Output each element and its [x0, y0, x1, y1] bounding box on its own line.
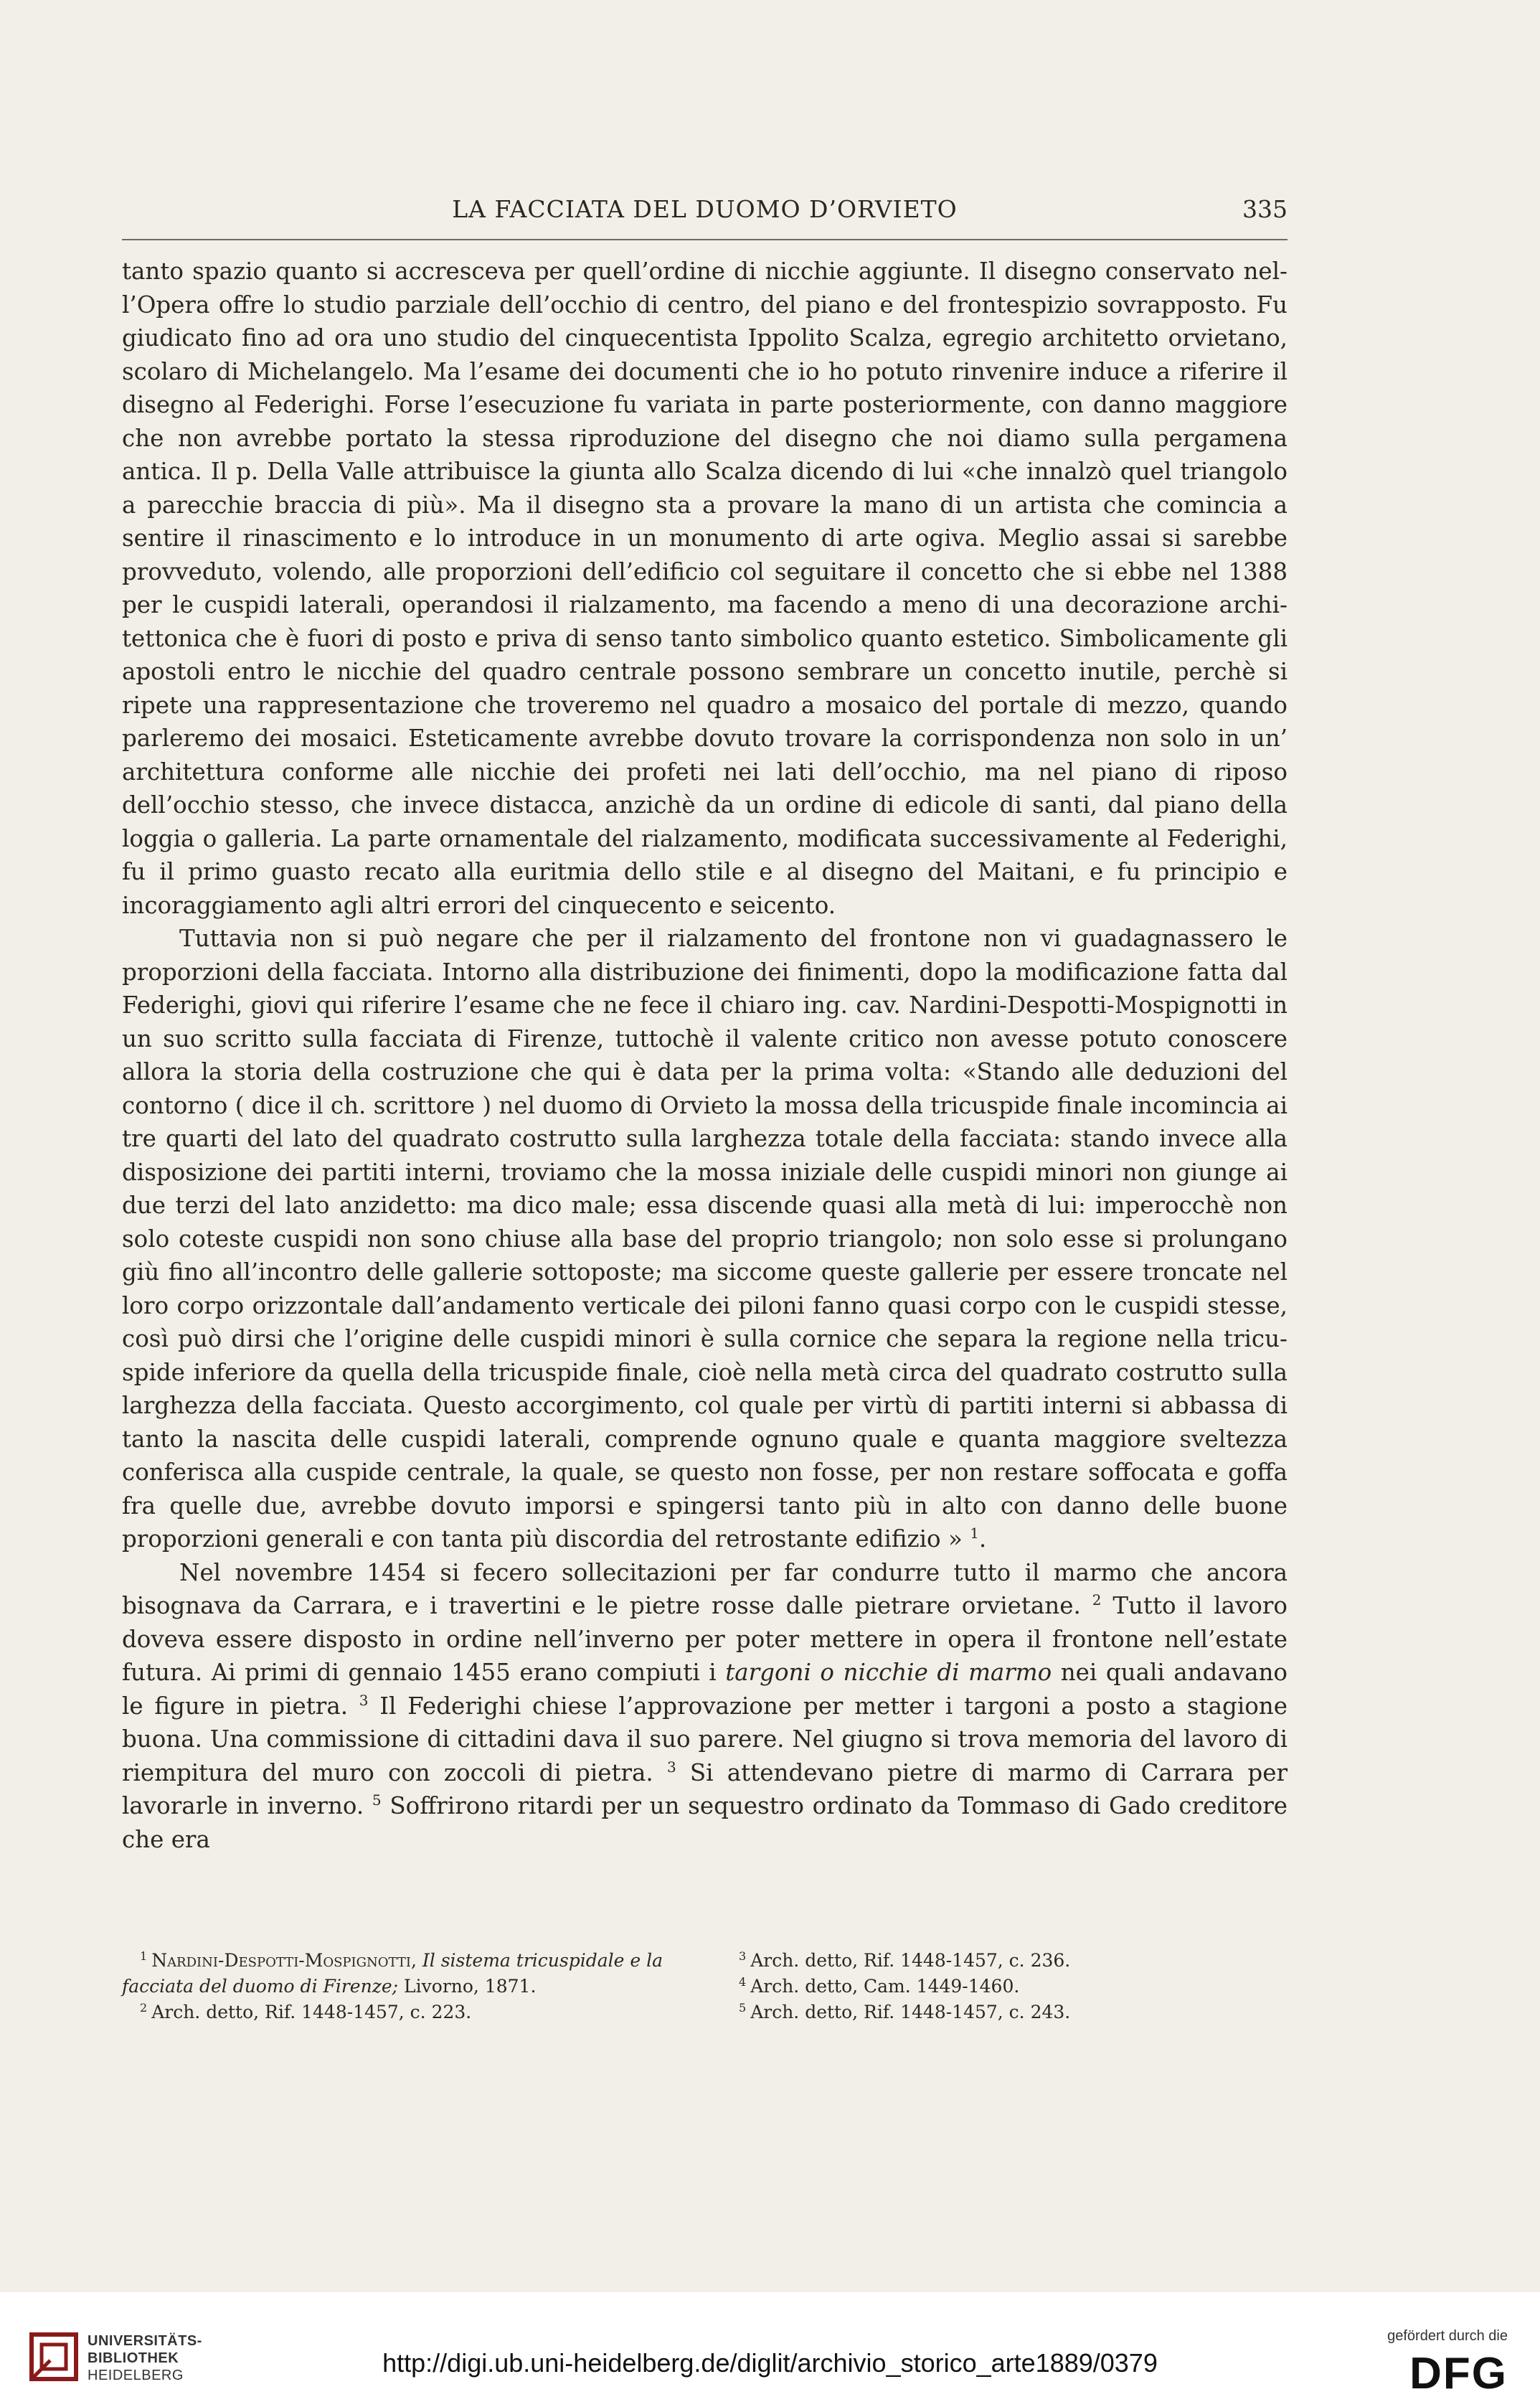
paragraph-3-part-c: nei quali andavano le figure in pietra. [122, 1659, 1288, 1720]
paragraph-3-part-a: Nel novembre 1454 si fecero sollecitazioni per far condurre tutto il marmo che ancora bisognava da Carrara, e i travertini e le pietre rosse dalle pietrare orvietane. [122, 1558, 1288, 1619]
paragraph-1: tanto spazio quanto si accresceva per quell’ordine di nicchie aggiunte. Il disegno conservato nell’Opera offre lo studio parziale dell’occhio di centro, del piano e del frontespizio sovrapposto. Fu giudicato fino ad ora uno studio del cinquecentista Ippolito Scalza, egregio architetto orvietano, scolaro di Michelangelo. Ma l’esame dei documenti che io ho potuto rinvenire induce a riferire il disegno al Federighi. Forse l’esecuzione fu variata in parte posteriormente, con danno maggiore che non avrebbe portato la stessa riproduzione del disegno che noi diamo sulla pergamena antica. Il p. Della Valle attribuisce la giunta allo Scalza dicendo di lui «che innalzò quel triangolo a parecchie braccia di più». Ma il disegno sta a provare la mano di un artista che comincia a sentire il rinascimento e lo introduce in un monumento di arte ogiva. Meglio assai si sarebbe provveduto, volendo, alle proporzioni dell’edificio col seguitare il concetto che si ebbe nel 1388 per le cuspidi laterali, operandosi il rialzamento, ma facendo a meno di una decorazione architettonica che è fuori di posto e priva di senso tanto simbolico quanto estetico. Simbolicamente gli apostoli entro le nicchie del quadro centrale possono sembrare un concetto inutile, perchè si ripete una rappresentazione che troveremo nel quadro a mosaico del portale di mezzo, quando parleremo dei mosaici. Esteticamente avrebbe dovuto trovare la corrispondenza non solo in un’ architettura conforme alle nicchie dei profeti nei lati dell’occhio, ma nel piano di riposo dell’occhio stesso, che invece distacca, anzichè da un ordine di edicole di santi, dal piano della loggia o galleria. La parte ornamentale del rialzamento, modificata successivamente al Federighi, fu il primo guasto recato alla euritmia dello stile e al disegno del Maitani, e fu principio e incoraggiamento agli altri errori del cinquecento e seicento. [122, 258, 1288, 919]
funder-caption: gefördert durch die [1387, 2328, 1508, 2344]
dfg-logo: DFG [1409, 2349, 1508, 2398]
footnote-2-text: Arch. detto, Rif. 1448-1457, c. 223. [151, 2002, 472, 2022]
paragraph-2-text: Tuttavia non si può negare che per il rialzamento del frontone non vi guadagnassero le proporzioni della facciata. Intorno alla distribuzione dei finimenti, dopo la modificazione fatta dal Federighi, giovi qui riferire l’esame che ne fece il chiaro ing. cav. Nardini-Despotti-Mospignotti in un suo scritto sulla facciata di Firenze, tuttochè il valente critico non avesse potuto conoscere allora la storia della costruzione che qui è data per la prima volta: «Stando alle deduzioni del contorno ( dice il ch. scrittore ) nel duomo di Orvieto la mossa della tricuspide finale incomincia ai tre quarti del lato del quadrato costrutto sulla larghezza totale della facciata: stando invece alla disposizione dei partiti interni, troviamo che la mossa iniziale delle cuspidi minori non giunge ai due terzi del lato anzidetto: ma dico male; essa discende quasi alla metà di lui: imperocchè non solo coteste cuspidi non sono chiuse alla base del proprio triangolo; non solo esse si prolungano giù fino all’incontro delle gallerie sottoposte; ma siccome queste gallerie per essere troncate nel loro corpo orizzontale dall’andamento verticale dei piloni fanno quasi corpo con le cuspidi stesse, così può dirsi che l’origine delle cuspidi minori è sulla cornice che separa la regione nella tricuspide inferiore da quella della tricuspide finale, cioè nella metà circa del quadrato costrutto sulla larghezza della facciata. Questo accorgimento, col quale per virtù di partiti interni si abbassa di tanto la nascita delle cuspidi laterali, comprende ognuno quale e quanta maggiore sveltezza conferisca alla cuspide centrale, la quale, se questo non fosse, per non restare soffocata e goffa fra quelle due, avrebbe dovuto imporsi e spingersi tanto più in alto con danno delle buone proporzioni generali e con tanta più discordia del retrostante edifizio » [122, 925, 1288, 1553]
footnote-5 [739, 1999, 1241, 2025]
footnote-5-text: Arch. detto, Rif. 1448-1457, c. 243. [750, 2002, 1071, 2022]
paragraph-3-part-b: Tutto il lavoro doveva essere disposto in ordine nell’inverno per poter mettere in opera il frontone nell’estate futura. Ai primi di gennaio 1455 erano compiuti i [122, 1592, 1288, 1686]
footnotes-right-column [739, 1948, 1241, 2025]
footnote-2 [122, 1999, 667, 2025]
paragraph-3 [122, 1556, 1288, 1857]
running-title: LA FACCIATA DEL DUOMO D’ORVIETO [452, 195, 958, 223]
paragraph-3-part-d: Il Federighi chiese l’approvazione per metter i targoni a posto a stagione buona. Una commissione di cittadini dava il suo parere. Nel giugno si trova memoria del lavoro di riempitura del muro con zoccoli di pietra. [122, 1692, 1288, 1786]
footnote-4-mark: 4 [739, 1974, 747, 1989]
footnote-4 [739, 1974, 1241, 1999]
page-header [122, 194, 1288, 230]
footnote-1-mark: 1 [140, 1949, 148, 1963]
footnote-1-place: Livorno, 1871. [404, 1976, 537, 1997]
library-name-line-1: UNIVERSITÄTS- [88, 2333, 202, 2349]
footnote-ref-3: 3 [359, 1691, 369, 1709]
header-rule [122, 239, 1288, 240]
footnote-5-mark: 5 [739, 2000, 747, 2015]
footnote-3-mark: 3 [739, 1949, 747, 1963]
page-number: 335 [1242, 195, 1288, 223]
paragraph-3-part-e: Si attendevano pietre di marmo di Carrara per lavorarle in inverno. [122, 1758, 1288, 1819]
footnote-ref-5: 5 [372, 1791, 382, 1809]
footnotes [122, 1948, 1288, 2048]
footnote-ref-1: 1 [970, 1525, 979, 1542]
library-name-line-3: HEIDELBERG [88, 2368, 184, 2383]
body-text [122, 255, 1288, 1856]
footnote-ref-3b: 3 [666, 1758, 676, 1776]
footnote-2-mark: 2 [140, 2000, 148, 2015]
footnote-1 [122, 1948, 667, 1999]
footnote-ref-2: 2 [1092, 1591, 1102, 1609]
paragraph-3-part-f: Soffrirono ritardi per un sequestro ordinato da Tommaso di Gado creditore che era [122, 1792, 1288, 1853]
footnote-1-author: Nardini-Despotti-Mospignotti, [151, 1950, 417, 1971]
paragraph-2: Tuttavia non si può negare che per il rialzamento del frontone non vi guadagnassero le proporzioni della facciata. Intorno alla distribuzione dei finimenti, dopo la modificazione fatta dal Federighi, giovi qui riferire l’esame che ne fece il chiaro ing. cav. Nardini-Despotti-Mospignotti in un suo scritto sulla facciata di Firenze, tuttochè il valente critico non avesse potuto conoscere allora la storia della costruzione che qui è data per la prima volta: «Stando alle deduzioni del contorno ( dice il ch. scrittore ) nel duomo di Orvieto la mossa della tricuspide finale incomincia ai tre quarti del lato del quadrato costrutto sulla larghezza totale della facciata: stando invece alla disposizione dei partiti interni, troviamo che la mossa iniziale delle cuspidi minori non giunge ai due terzi del lato anzidetto: ma dico male; essa discende quasi alla metà di lui: imperocchè non solo coteste cuspidi non sono chiuse alla base del proprio triangolo; non solo esse si prolungano giù fino all’incontro delle gallerie sottoposte; ma siccome queste gallerie per essere troncate nel loro corpo orizzontale dall’andamento verticale dei piloni fanno quasi corpo con le cuspidi stesse, così può dirsi che l’origine delle cuspidi minori è sulla cornice che separa la regione nella tricuspide inferiore da quella della tricuspide finale, cioè nella metà circa del quadrato costrutto sulla larghezza della facciata. Questo accorgimento, col quale per virtù di partiti interni si abbassa di tanto la nascita delle cuspidi laterali, comprende ognuno quale e quanta maggiore sveltezza conferisca alla cuspide centrale, la quale, se questo non fosse, per non restare soffocata e goffa fra quelle due, avrebbe dovuto imporsi e spingersi tanto più in alto con danno delle buone proporzioni generali e con tanta più discordia del retrostante edifizio » $^1$. [122, 925, 1288, 1553]
footnote-4-text: Arch. detto, Cam. 1449-1460. [750, 1976, 1020, 1997]
footnote-3-text: Arch. detto, Rif. 1448-1457, c. 236. [750, 1950, 1071, 1971]
italic-term: targoni o nicchie di marmo [725, 1659, 1052, 1686]
viewer-footer [0, 2292, 1540, 2407]
permalink-url[interactable]: http://digi.ub.uni-heidelberg.de/diglit/archivio_storico_arte1889/0379 [382, 2348, 1158, 2378]
footnote-3 [739, 1948, 1241, 1974]
footnotes-left-column [122, 1948, 667, 2025]
footnote-1-title: Il sistema tricuspidale e la facciata del duomo di Firenze; [122, 1950, 663, 1997]
library-name-line-2: BIBLIOTHEK [88, 2350, 179, 2366]
